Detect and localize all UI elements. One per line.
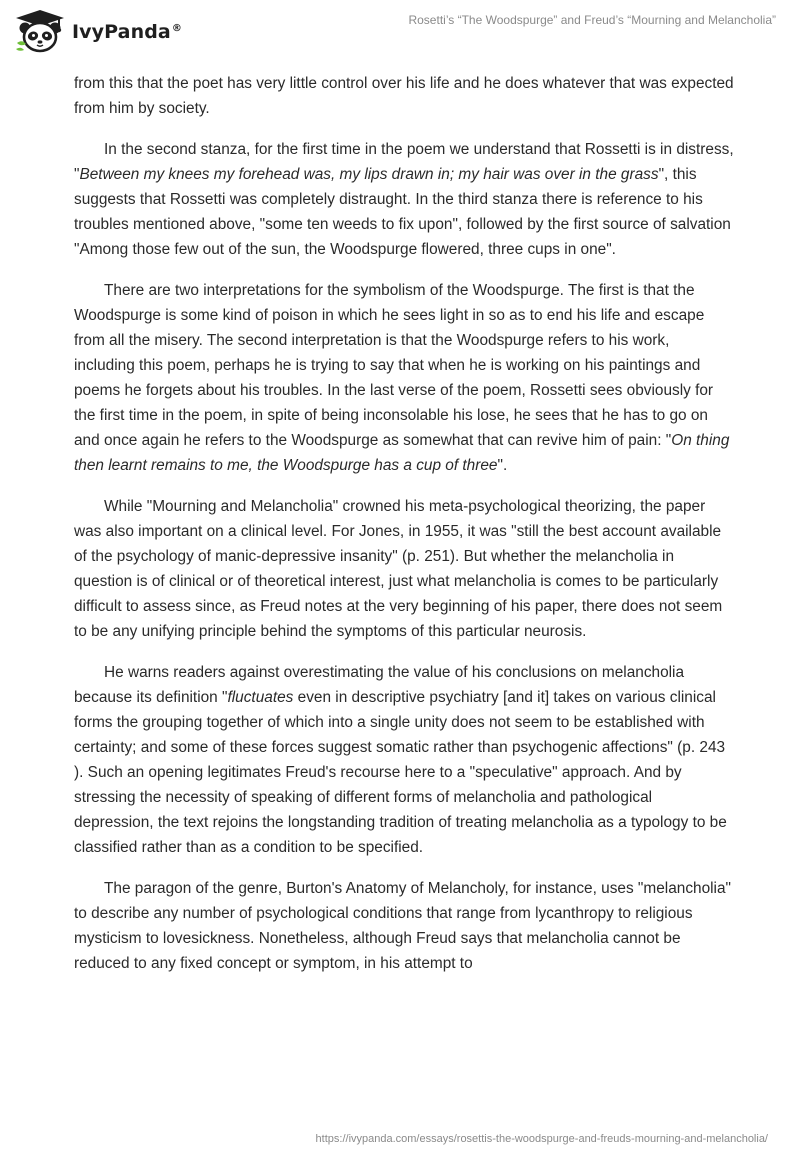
source-url: https://ivypanda.com/essays/rosettis-the-woodspurge-and-freuds-mourning-and-melancholia/ <box>315 1133 768 1145</box>
brand-name: IvyPanda® <box>72 21 182 43</box>
paragraph-text: ". <box>497 457 508 474</box>
essay-paragraph <box>74 494 734 644</box>
paragraph-text: ", this suggests that Rossetti was completely distraught. In the third stanza there is reference to his troubles mentioned above, "some ten weeds to fix upon", followed by the first source of salvation "Among those few out of the sun, the Woodspurge flowered, three cups in one". <box>74 166 731 258</box>
quoted-verse: fluctuates <box>227 689 294 706</box>
quoted-verse: Between my knees my forehead was, my lips drawn in; my hair was over in the grass <box>79 166 659 183</box>
paragraph-text: even in descriptive psychiatry [and it] takes on various clinical forms the grouping together of which into a single unity does not seem to be established with certainty; and some of these forces suggest somatic rather than psychogenic affections" (p. 243 ). Such an opening legitimates Freud's recourse here to a "speculative" approach. And by stressing the necessity of speaking of different forms of melancholia and pathological depression, the text rejoins the longstanding tradition of treating melancholia as a typology to be classified rather than as a condition to be specified. <box>74 689 727 856</box>
essay-paragraph <box>74 278 734 478</box>
essay-paragraph <box>74 660 734 860</box>
essay-paragraph <box>74 137 734 262</box>
registered-mark: ® <box>171 22 182 34</box>
paragraph-text: He warns readers against overestimating the value of his conclusions on melancholia because its definition " <box>74 664 685 706</box>
paragraph-text: There are two interpretations for the symbolism of the Woodspurge. The first is that the Woodspurge is some kind of poison in which he sees light in so as to end his life and escape from all the misery. The second interpretation is that the Woodspurge refers to his work, including this poem, perhaps he is trying to say that when he is working on his paintings and poems he forgets about his troubles. In the last verse of the poem, Rossetti sees obviously for the first time in the poem, in spite of being inconsolable his lose, he sees that he has to go on and once again he refers to the Woodspurge as somewhat that can revive him of pain: " <box>74 282 714 449</box>
ivypanda-logo[interactable] <box>14 9 182 53</box>
paragraph-text: While "Mourning and Melancholia" crowned his meta-psychological theorizing, the paper was also important on a clinical level. For Jones, in 1955, it was "still the best account available of the psychology of manic-depressive insanity" (p. 251). But whether the melancholia in question is of clinical or of theoretical interest, just what melancholia is comes to be particularly difficult to assess since, as Freud notes at the very beginning of his paper, there does not seem to be any unifying principle behind the symptoms of this particular neurosis. <box>74 498 723 640</box>
paragraph-text: In the second stanza, for the first time in the poem we understand that Rossetti is in distress, " <box>74 141 734 183</box>
essay-paragraph <box>74 876 734 976</box>
quoted-verse: On thing then learnt remains to me, the Woodspurge has a cup of three <box>74 432 730 474</box>
page-header <box>0 0 800 68</box>
essay-paragraph <box>74 71 734 121</box>
paragraph-text: The paragon of the genre, Burton's Anatomy of Melancholy, for instance, uses "melancholia" to describe any number of psychological conditions that range from lycanthropy to religious mysticism to lovesickness. Nonetheless, although Freud says that melancholia cannot be reduced to any fixed concept or symptom, in his attempt to <box>74 880 731 972</box>
document-title: Rosetti’s “The Woodspurge” and Freud’s “Mourning and Melancholia” <box>408 13 776 27</box>
panda-graduate-icon <box>14 9 66 53</box>
essay-body <box>74 71 734 992</box>
paragraph-text: from this that the poet has very little control over his life and he does whatever that was expected from him by society. <box>74 75 734 117</box>
